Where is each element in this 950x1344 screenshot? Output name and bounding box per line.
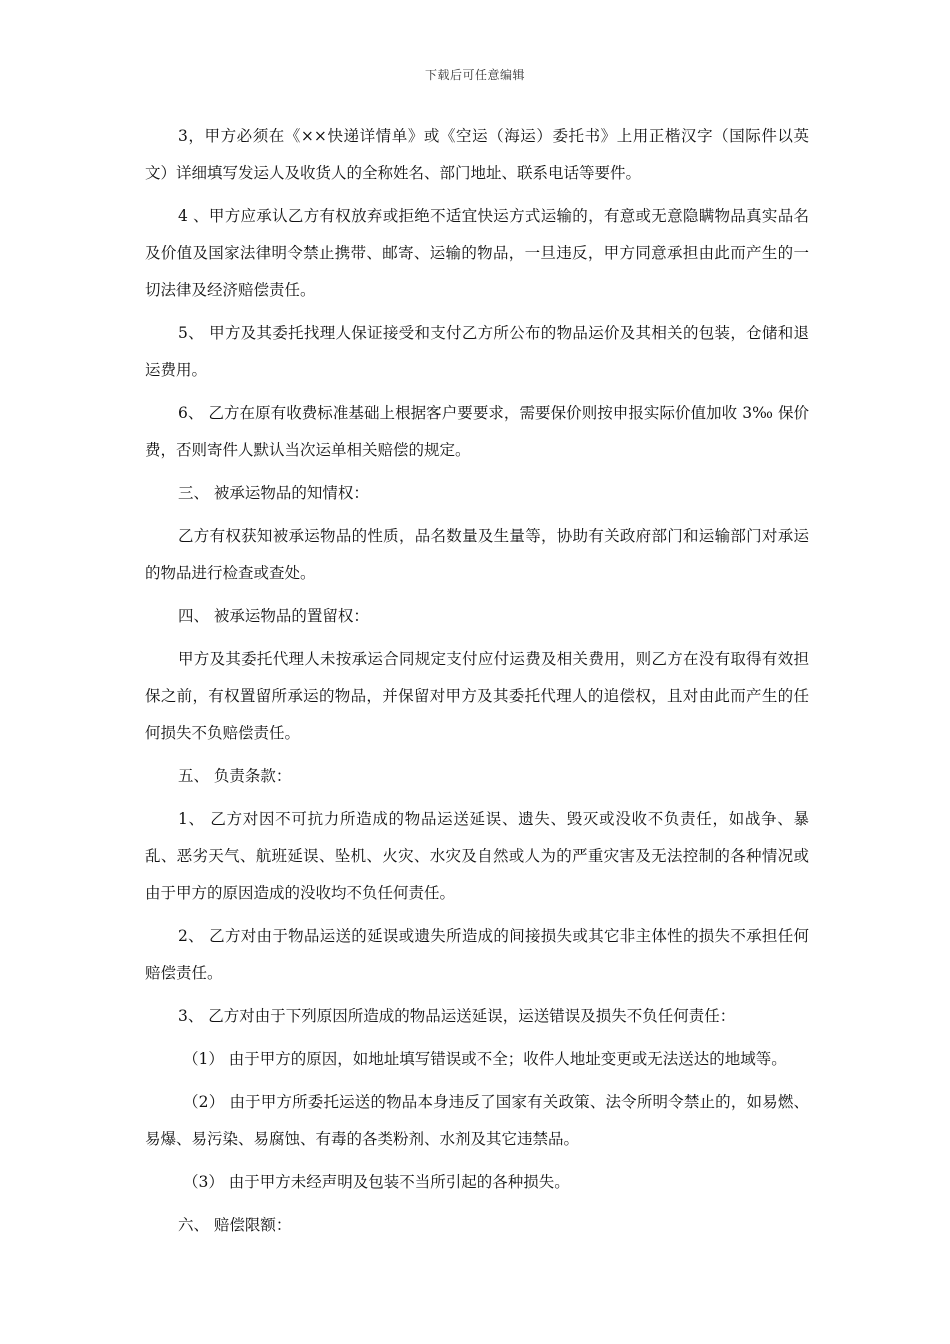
section-4-heading: 四、 被承运物品的置留权：: [178, 607, 369, 625]
section-6-heading: 六、 赔偿限额：: [178, 1216, 292, 1234]
header-note: 下载后可任意编辑: [424, 68, 525, 82]
liability-item-2: （2） 由于甲方所委托运送的物品本身违反了国家有关政策、法令所明令禁止的，如易燃、易爆、易污染、易腐蚀、有毒的各类粉剂、水剂及其它违禁品。: [145, 1093, 809, 1148]
clause-5-paragraph: 5、 甲方及其委托找理人保证接受和支付乙方所公布的物品运价及其相关的包装，仓储和退运费用。: [145, 324, 809, 379]
clause-3-paragraph: 3，甲方必须在《××快递详情单》或《空运（海运）委托书》上用正楷汉字（国际件以英文）详细填写发运人及收货人的全称姓名、部门地址、联系电话等要件。: [145, 127, 809, 182]
document-body: [145, 118, 809, 1250]
liability-clause-3: 3、 乙方对由于下列原因所造成的物品运送延误，运送错误及损失不负任何责任：: [178, 1007, 736, 1025]
clause-6-paragraph: 6、 乙方在原有收费标准基础上根据客户要要求，需要保价则按申报实际价值加收 3‰ 保价费，否则寄件人默认当次运单相关赔偿的规定。: [145, 404, 809, 459]
liability-clause-1: 1、 乙方对因不可抗力所造成的物品运送延误、遗失、毁灭或没收不负责任，如战争、暴乱、恶劣天气、航班延误、坠机、火灾、水灾及自然或人为的严重灾害及无法控制的各种情况或由于甲方的原因造成的没收均不负任何责任。: [145, 810, 809, 902]
liability-clause-2: 2、 乙方对由于物品运送的延误或遗失所造成的间接损失或其它非主体性的损失不承担任何赔偿责任。: [145, 927, 809, 982]
liability-item-1: （1） 由于甲方的原因，如地址填写错误或不全；收件人地址变更或无法送达的地域等。: [183, 1050, 787, 1068]
section-4-paragraph: 甲方及其委托代理人未按承运合同规定支付应付运费及相关费用，则乙方在没有取得有效担保之前，有权置留所承运的物品，并保留对甲方及其委托代理人的追偿权，且对由此而产生的任何损失不负赔偿责任。: [145, 650, 809, 742]
liability-item-3: （3） 由于甲方未经声明及包装不当所引起的各种损失。: [183, 1173, 570, 1191]
clause-4-paragraph: 4 、甲方应承认乙方有权放弃或拒绝不适宜快运方式运输的，有意或无意隐瞒物品真实品名及价值及国家法律明令禁止携带、邮寄、运输的物品，一旦违反，甲方同意承担由此而产生的一切法律及经济赔偿责任。: [145, 207, 809, 299]
section-3-heading: 三、 被承运物品的知情权：: [178, 484, 369, 502]
section-3-paragraph: 乙方有权获知被承运物品的性质，品名数量及生量等，协助有关政府部门和运输部门对承运的物品进行检查或查处。: [145, 527, 809, 582]
section-5-heading: 五、 负责条款：: [178, 767, 292, 785]
